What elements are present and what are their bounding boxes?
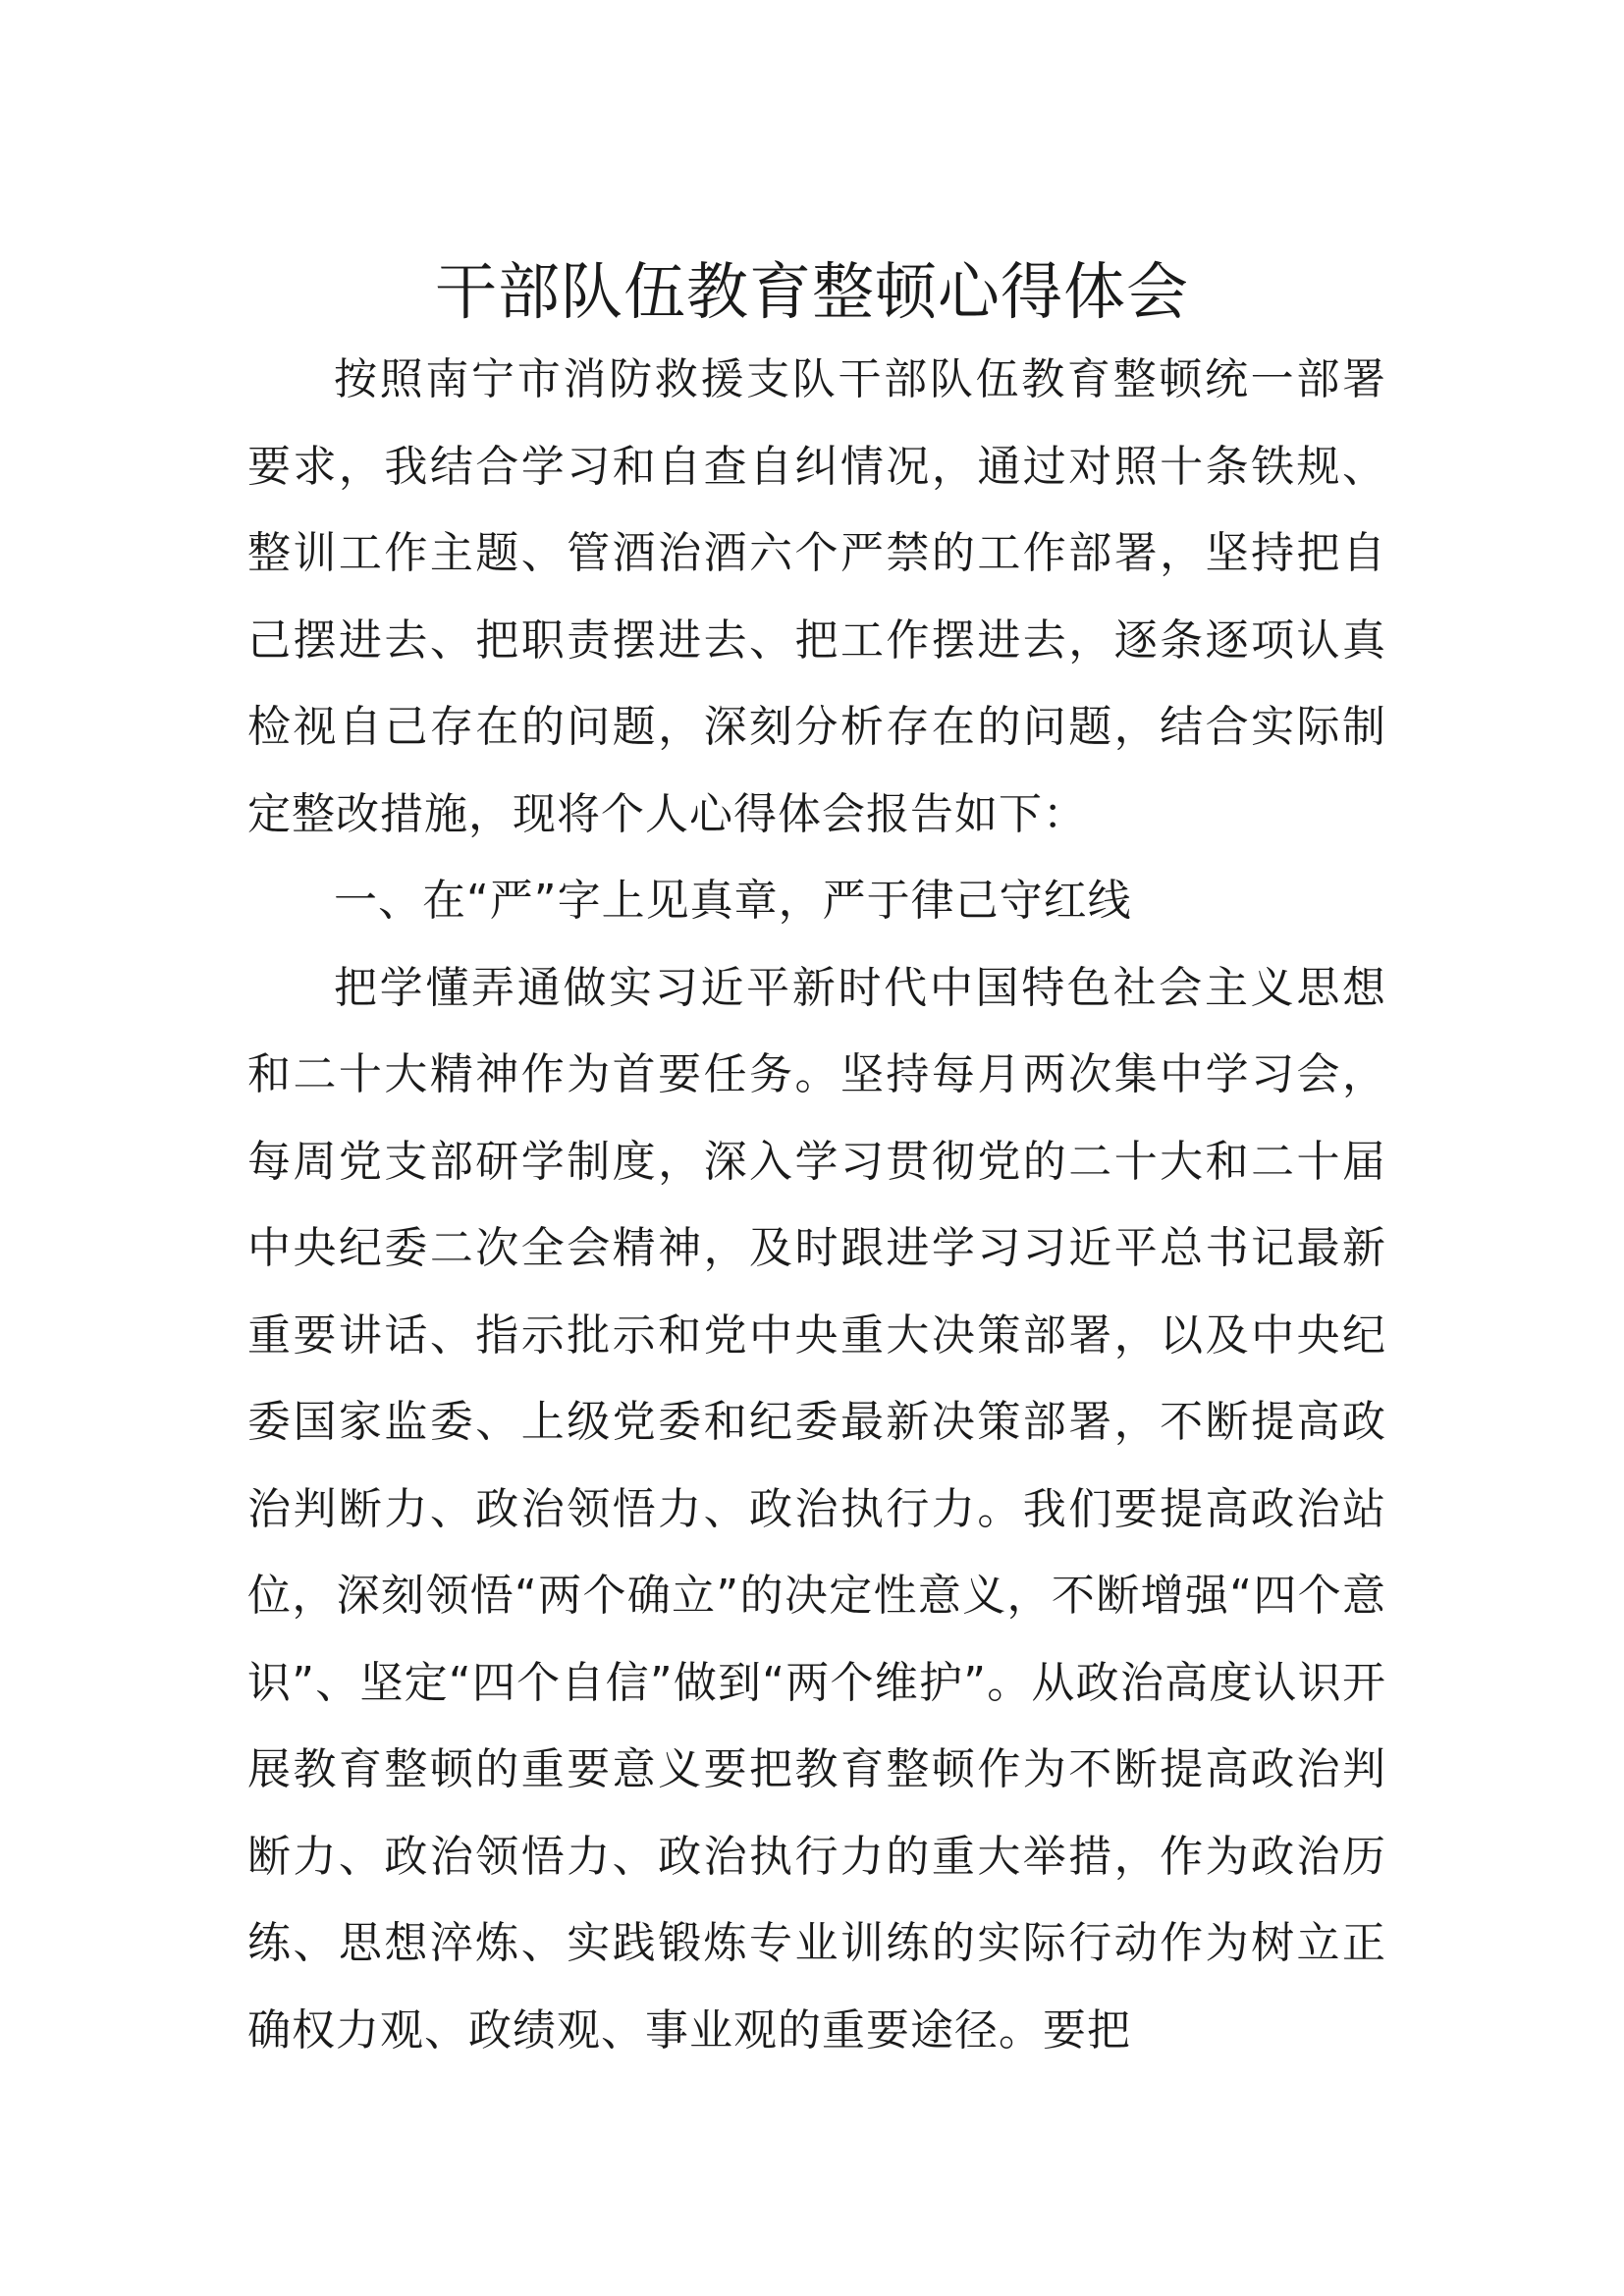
document-body: [247, 248, 1386, 2074]
section-heading: 一、在“严”字上见真章，严于律己守红线: [334, 876, 1132, 926]
section-body-paragraph: 把学懂弄通做实习近平新时代中国特色社会主义思想和二十大精神作为首要任务。坚持每月两次集中学习会，每周党支部研学制度，深入学习贯彻党的二十大和二十届中央纪委二次全会精神，及时跟进学习习近平总书记最新重要讲话、指示批示和党中央重大决策部署，以及中央纪委国家监委、上级党委和纪委最新决策部署，不断提高政治判断力、政治领悟力、政治执行力。我们要提高政治站位，深刻领悟“两个确立”的决定性意义，不断增强“四个意识”、坚定“四个自信”做到“两个维护”。从政治高度认识开展教育整顿的重要意义要把教育整顿作为不断提高政治判断力、政治领悟力、政治执行力的重大举措，作为政治历练、思想淬炼、实践锻炼专业训练的实际行动作为树立正确权力观、政绩观、事业观的重要途径。要把: [247, 962, 1386, 2056]
document-title: 干部队伍教育整顿心得体会: [435, 256, 1189, 328]
intro-paragraph: 按照南宁市消防救援支队干部队伍教育整顿统一部署要求，我结合学习和自查自纠情况，通过对照十条铁规、整训工作主题、管酒治酒六个严禁的工作部署，坚持把自己摆进去、把职责摆进去、把工作摆进去，逐条逐项认真检视自己存在的问题，深刻分析存在的问题，结合实际制定整改措施，现将个人心得体会报告如下：: [247, 354, 1386, 839]
